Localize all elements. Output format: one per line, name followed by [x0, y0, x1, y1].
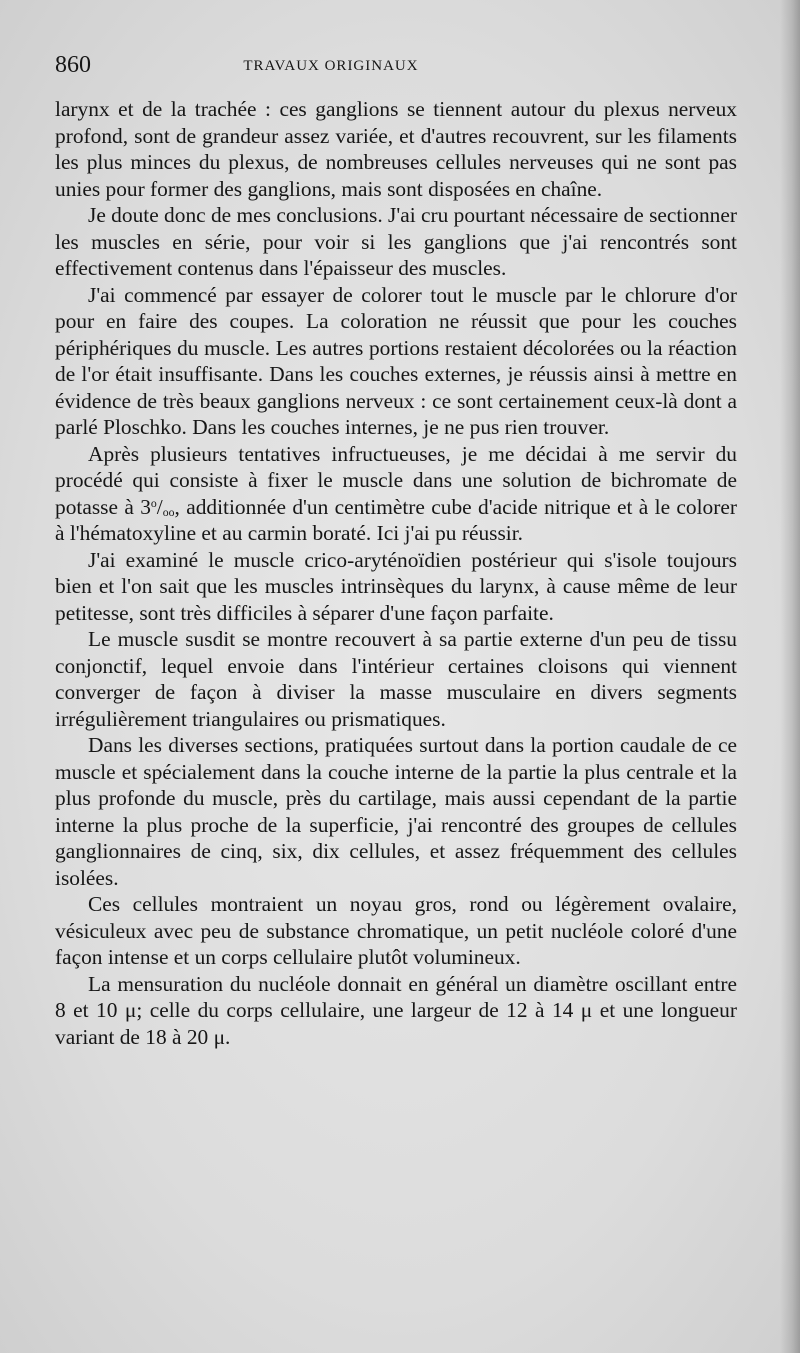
- paragraph-continued: larynx et de la trachée : ces ganglions se tiennent autour du plexus nerveux profond, sont de grandeur assez variée, et d'autres recouvrent, sur les filaments les plus minces du plexus, de nombreuses cellules nerveuses qui ne sont pas unies pour former des ganglions, mais sont disposées en chaîne.: [55, 97, 737, 201]
- page-number: 860: [55, 52, 91, 78]
- paragraph: Le muscle susdit se montre recouvert à sa partie externe d'un peu de tissu conjonctif, lequel envoie dans l'intérieur certaines cloisons qui viennent converger de façon à diviser la masse musculaire en divers segments irrégulièrement triangulaires ou prismatiques.: [55, 627, 737, 731]
- paragraph: Je doute donc de mes conclusions. J'ai cru pourtant nécessaire de sectionner les muscles en série, pour voir si les ganglions que j'ai rencontrés sont effectivement contenus dans l'épaisseur des muscles.: [55, 203, 737, 280]
- paragraph: La mensuration du nucléole donnait en général un diamètre oscillant entre 8 et 10 μ; celle du corps cellulaire, une largeur de 12 à 14 μ et une longueur variant de 18 à 20 μ.: [55, 971, 737, 1049]
- paragraph: J'ai examiné le muscle crico-aryténoïdien postérieur qui s'isole toujours bien et l'on sait que les muscles intrinsèques du larynx, à cause même de leur petitesse, sont très difficiles à séparer d'une façon parfaite.: [55, 547, 737, 625]
- per-mille-sup: o: [150, 496, 157, 510]
- paragraph: J'ai commencé par essayer de colorer tout le muscle par le chlorure d'or pour en faire des coupes. La coloration ne réussit que pour les couches périphériques du muscle. Les autres portions restaient décolorées ou la réaction de l'or était insuffisante. Dans les couches externes, je réussis ainsi à mettre en évidence de très beaux ganglions nerveux : ce sont certainement ceux-là dont a parlé Ploschko. Dans les couches internes, je ne pus rien trouver.: [55, 282, 737, 439]
- running-head: TRAVAUX ORIGINAUX: [243, 58, 419, 74]
- page-edge-shadow: [780, 0, 800, 1353]
- per-mille-slash: /: [156, 494, 163, 519]
- body-text: [55, 96, 737, 1050]
- paragraph: Ces cellules montraient un noyau gros, rond ou légèrement ovalaire, vésiculeux avec peu de substance chromatique, un petit nucléole coloré d'une façon intense et un corps cellulaire plutôt volumineux.: [55, 892, 737, 969]
- page-header: [55, 50, 745, 80]
- paragraph-method: [55, 441, 737, 547]
- paragraph: Dans les diverses sections, pratiquées surtout dans la portion caudale de ce muscle et spécialement dans la couche interne de la partie la plus centrale et la plus profonde du muscle, près du cartilage, mais aussi cependant de la partie interne la plus proche de la superficie, j'ai rencontré des groupes de cellules ganglionnaires de cinq, six, dix cellules, et assez fréquemment des cellules isolées.: [55, 733, 737, 890]
- paragraph-text: , additionnée d'un centimètre cube d'acide nitrique et à le colorer à l'hématoxyline et au carmin boraté. Ici j'ai pu réussir.: [55, 494, 737, 545]
- per-mille-sub: oo: [162, 505, 175, 519]
- paragraph-text: Après plusieurs tentatives infructueuses, je me décidai à me servir du procédé qui consiste à fixer le muscle dans une solution de bichromate de potasse à 3: [55, 441, 737, 519]
